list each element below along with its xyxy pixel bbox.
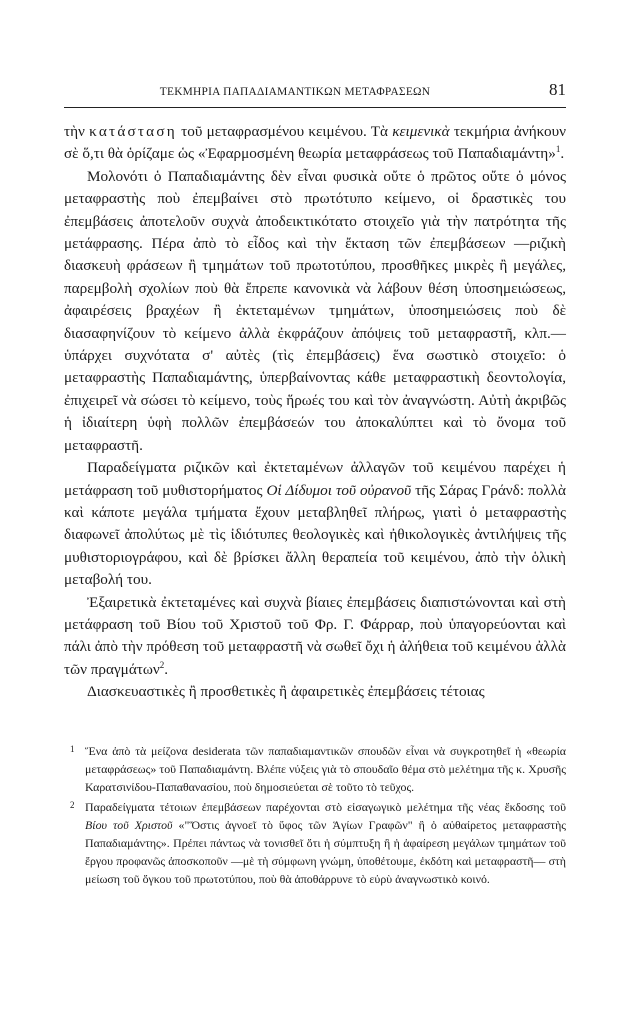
footnote-number: 1: [70, 744, 75, 754]
running-head: [64, 80, 566, 106]
text-span: .: [164, 660, 169, 678]
paragraph-4: [64, 592, 566, 682]
book-title-italic: Βίου τοῦ Χριστοῦ: [85, 817, 173, 832]
paragraph-5: Διασκευαστικὲς ἢ προσθετικὲς ἢ ἀφαιρετικὲς ἐπεμβάσεις τέτοιας: [87, 683, 485, 701]
footnote-2: [64, 798, 566, 889]
footnote-text: Παραδείγματα τέτοιων ἐπεμβάσεων παρέχονται στὸ εἰσαγωγικὸ μελέτημα τῆς νέας ἔκδοσης τοῦ: [85, 799, 566, 814]
body-text: [64, 121, 566, 704]
text-span: τὴν: [64, 123, 90, 140]
footnote-text: Ἕνα ἀπὸ τὰ μείζονα desiderata τῶν παπαδιαμαντικῶν σπουδῶν εἶναι νὰ συγκροτηθεῖ ἡ «θεωρία μεταφράσεως» τοῦ Παπαδιαμάντη. Βλέπε νύξεις γιὰ τὸ σπουδαῖο θέμα στὸ μελέτημα τῆς κ. Χρυσῆς Καρατσινίδου-Παπαθανασίου, ποὺ δημοσιεύεται σὲ τοῦτο τὸ τεῦχος.: [85, 744, 566, 795]
footnote-number: 2: [70, 799, 75, 810]
paragraph-1: [64, 121, 566, 166]
text-span: τοῦ μεταφρασμένου κειμένου. Τὰ: [176, 123, 393, 140]
text-span: τεκμήρια ἀνήκουν σὲ ὅ,τι θὰ ὁρίζαμε ὡς «Ἐφαρμοσμένη θεωρία μεταφράσεως τοῦ Παπαδιαμάντη»: [64, 123, 566, 163]
italic-word: κειμενικὰ: [392, 123, 450, 140]
footnote-text: «"Ὅστις ἀγνοεῖ τὸ ὕφος τῶν Ἁγίων Γραφῶν" ἢ ὁ αὐθαίρετος μεταφραστὴς Παπαδιαμάντης». Πρέπει πάντως νὰ τονισθεῖ ὅτι ἡ σύμπτυξη ἢ ἡ ἀφαίρεση μεγάλων τμημάτων τοῦ ἔργου προφανῶς ἀποσκοποῦν —μὲ τὴ σύμφωνη γνώμη, ὑποθέτουμε, ἐκδότη καὶ μεταφραστῆ— στὴ μείωση τοῦ ὄγκου τοῦ πρωτοτύπου, ποὺ θὰ ἀποθάρρυνε τὸ εὐρὺ ἀναγνωστικὸ κοινό.: [85, 817, 567, 887]
footnotes: [64, 742, 566, 890]
running-title: ΤΕΚΜΗΡΙΑ ΠΑΠΑΔΙΑΜΑΝΤΙΚΩΝ ΜΕΤΑΦΡΑΣΕΩΝ: [159, 86, 431, 98]
text-span: τῆς Σάρας Γράνδ: πολλὰ καὶ κάποτε μεγάλα τμήματα ἔχουν μεταβληθεῖ πλήρως, γιατὶ ὁ μεταφραστὴς διαφωνεῖ ἀπολύτως μὲ τὶς ἰδιότυπες θεολογικὲς καὶ ἠθικολογικὲς ἀντιλήψεις τῆς μυθιστοριογράφου, καὶ δὲ βρίσκει ἄλλη θεραπεία τοῦ κειμένου, ἀπὸ τὴν ὁλικὴ μεταβολή του.: [64, 481, 566, 589]
footnote-ref-2[interactable]: 2: [159, 659, 165, 670]
header-rule: [64, 107, 566, 108]
spaced-word: κατάσταση: [89, 123, 177, 140]
paragraph-3: [64, 457, 566, 591]
text-span: Παραδείγματα ριζικῶν καὶ ἐκτεταμένων ἀλλαγῶν τοῦ κειμένου παρέχει ἡ μετάφραση τοῦ μυθιστορήματος: [64, 459, 566, 499]
paragraph-2: Μολονότι ὁ Παπαδιαμάντης δὲν εἶναι φυσικὰ οὔτε ὁ πρῶτος οὔτε ὁ μόνος μεταφραστὴς ποὺ ἐπεμβαίνει στὸ πρωτότυπο κείμενο, οἱ δραστικὲς του ἐπεμβάσεις ἀποτελοῦν συχνὰ ἀποδεικτικότατο στοιχεῖο γιὰ τὴν πατρότητα τῆς μετάφρασης. Πέρα ἀπὸ τὸ εἶδος καὶ τὴν ἔκταση τῶν ἐπεμβάσεων —ριζικὴ διασκευὴ φράσεων ἢ τμημάτων τοῦ πρωτοτύπου, προσθῆκες μικρὲς ἢ μεγάλες, παρεμβολὴ σχολίων ποὺ θὰ ἔπρεπε κανονικὰ νὰ λάβουν θέση ὑποσημειώσεως, ἀφαιρέσεις βραχέων ἢ ἐκτεταμένων τμημάτων, ὑποσημειώσεις ποὺ δὲ διασαφηνίζουν τὸ κείμενο ἀλλὰ ἐκφράζουν ἀπόψεις τοῦ μεταφραστῆ, κλπ.— ὑπάρχει συχνότατα σ' αὐτὲς (τὶς ἐπεμβάσεις) ἕνα σωστικὸ στοιχεῖο: ὁ μεταφραστὴς Παπαδιαμάντης, ὑπερβαίνοντας κάθε μεταφραστικὴ δεοντολογία, ἐπιχειρεῖ νὰ σώσει τὸ κείμενο, τοὺς ἥρωές του καὶ τὸν ἀναγνώστη. Αὐτὴ ἀκριβῶς ἡ ἰδιαίτερη ὑφὴ πολλῶν ἐπεμβάσεών του ἀποκαλύπτει καὶ τὸ ὄνομα τοῦ μεταφραστῆ.: [64, 167, 566, 454]
text-span: .: [560, 145, 565, 163]
footnote-ref-1[interactable]: 1: [555, 144, 561, 155]
page-number: 81: [549, 80, 566, 99]
book-title-italic: Οἱ Δίδυμοι τοῦ οὐρανοῦ: [266, 481, 412, 499]
text-span: Ἐξαιρετικὰ ἐκτεταμένες καὶ συχνὰ βίαιες ἐπεμβάσεις διαπιστώνονται καὶ στὴ μετάφραση τοῦ Βίου τοῦ Χριστοῦ τοῦ Φρ. Γ. Φάρραρ, ποὺ ὑπαγορεύονται καὶ πάλι ἀπὸ τὴν πρόθεση τοῦ μεταφραστῆ νὰ σωθεῖ ὄχι ἡ ἀλήθεια τοῦ κειμένου ἀλλὰ τῶν πραγμάτων: [64, 593, 566, 678]
footnote-1: [64, 742, 566, 797]
